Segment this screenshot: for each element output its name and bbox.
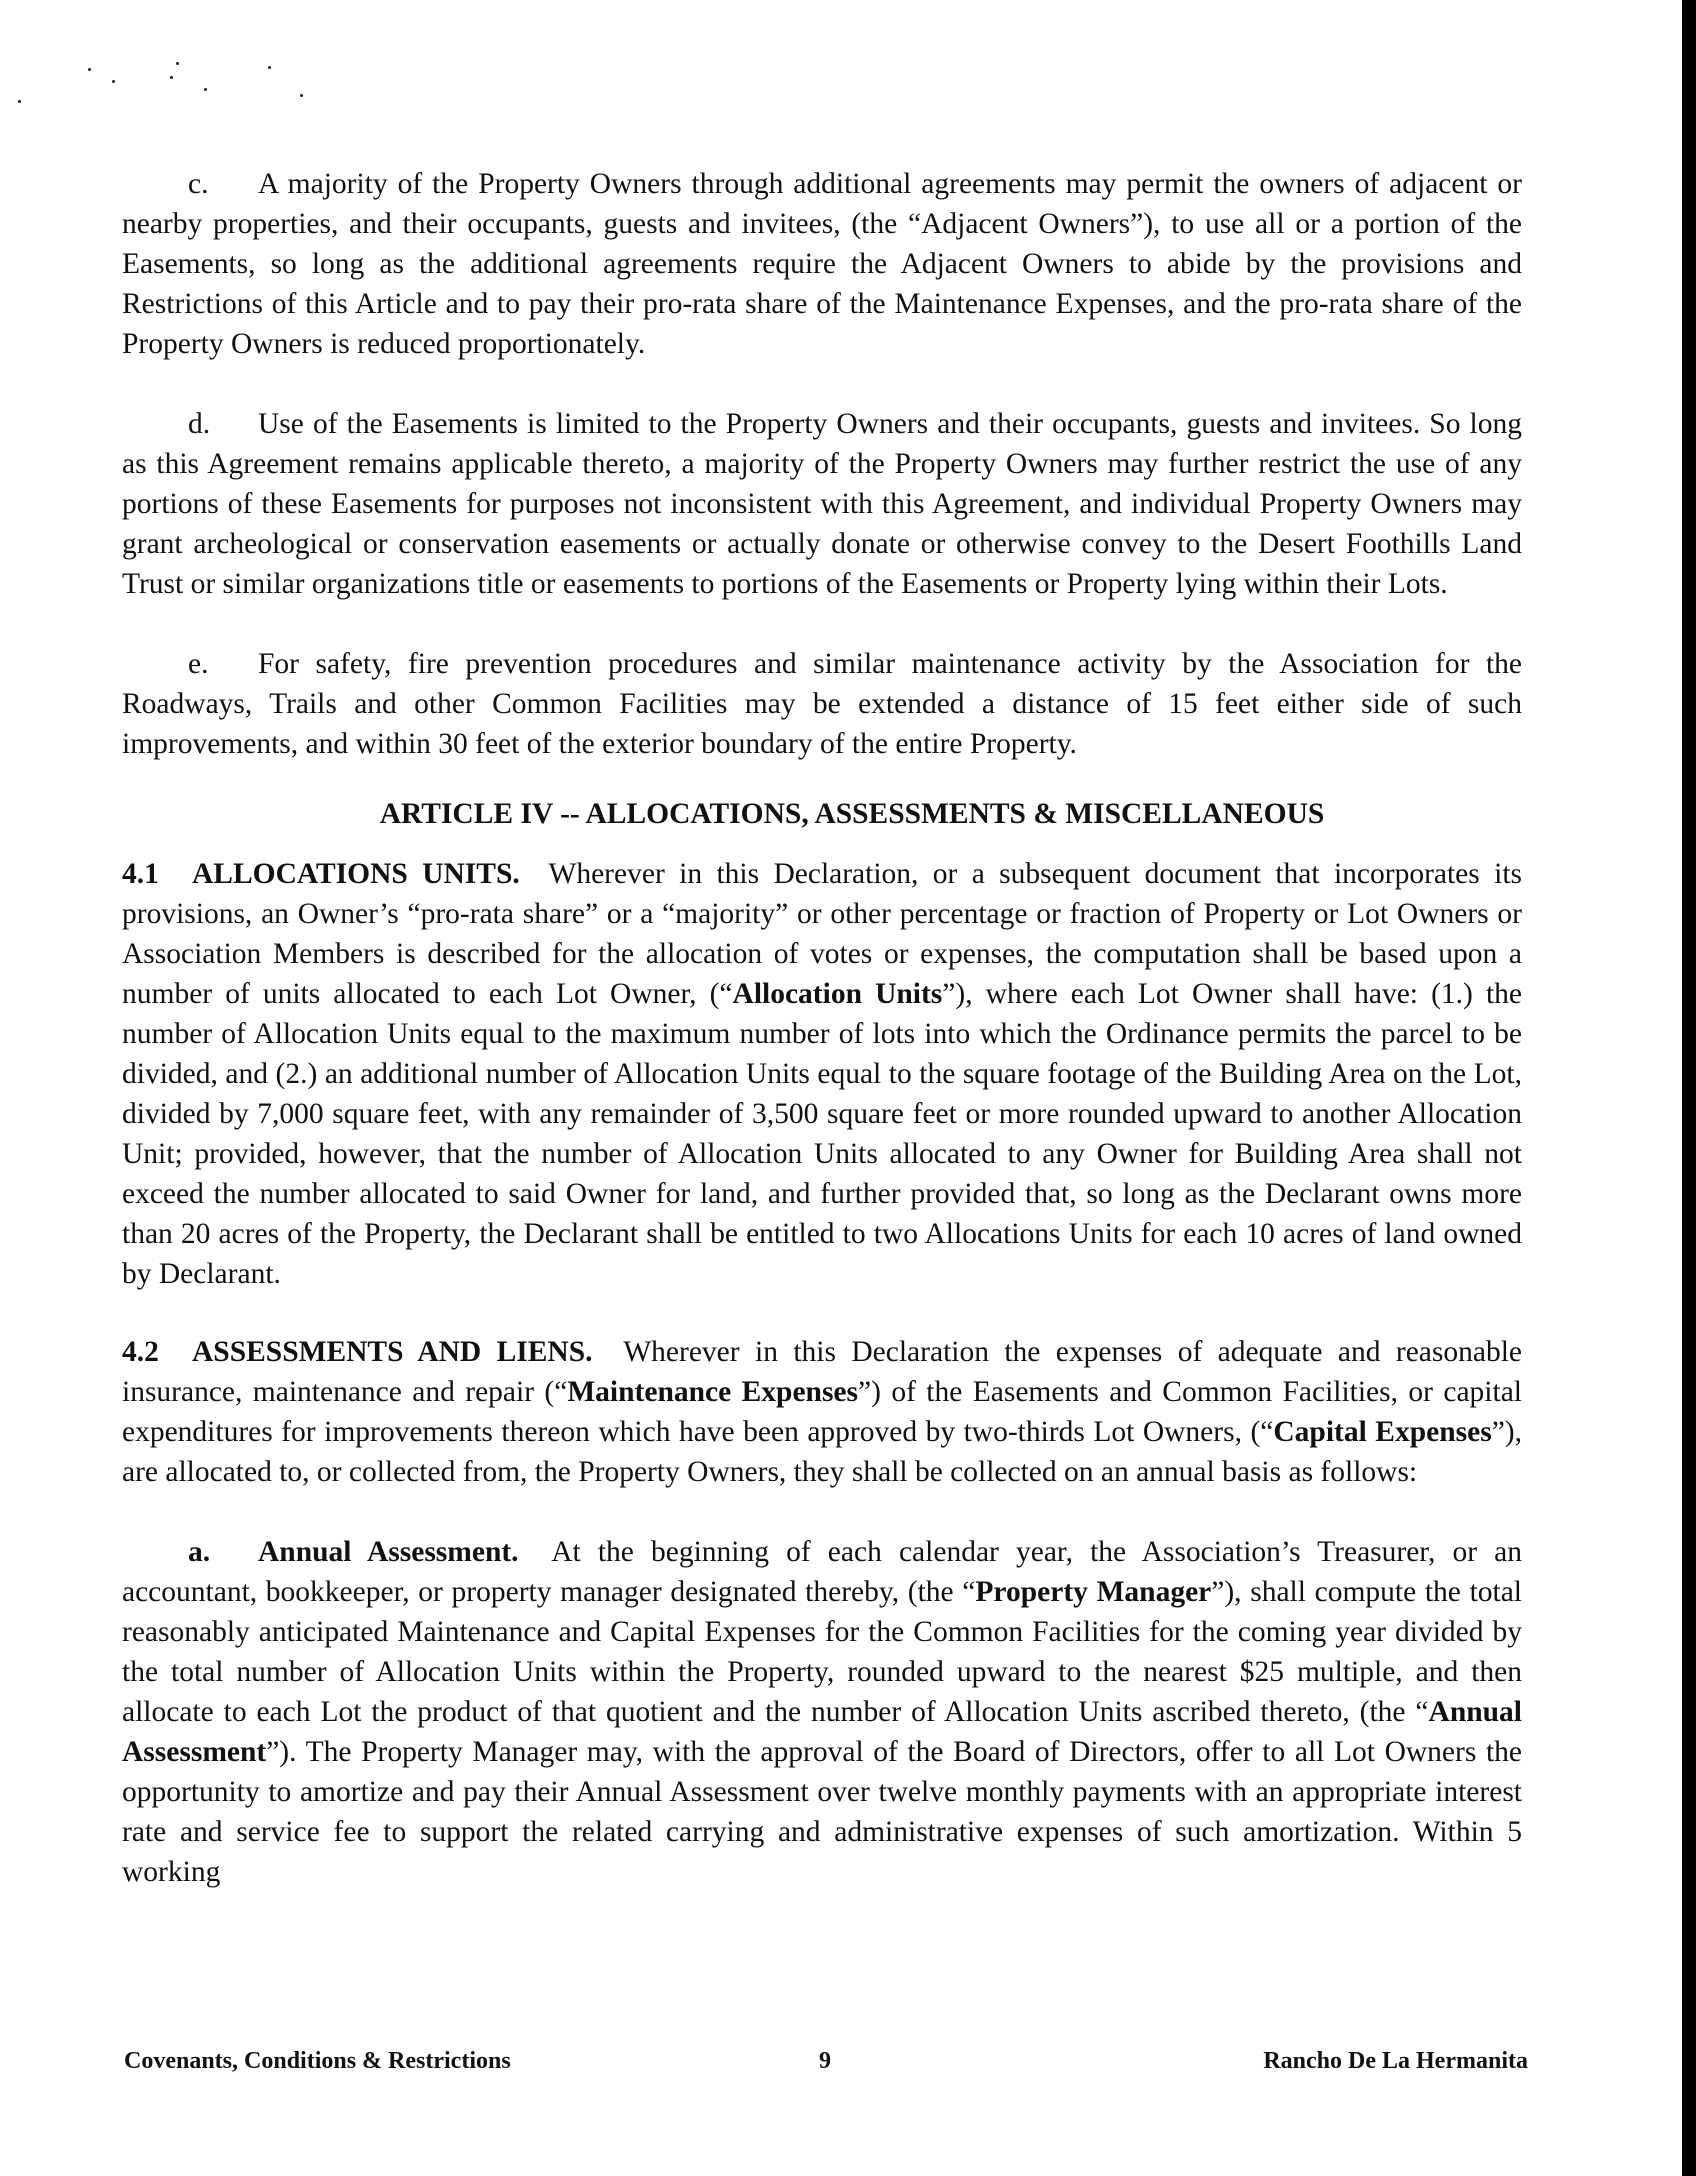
page-footer — [124, 2048, 1528, 2084]
section-4-2-term-1: Maintenance Expenses — [567, 1376, 858, 1408]
section-4-2-number: 4.2 — [122, 1336, 159, 1368]
section-4-1 — [122, 854, 1522, 1294]
section-4-2-term-2: Capital Expenses — [1273, 1416, 1492, 1448]
scan-speck — [112, 80, 115, 83]
subsection-a-term-1: Property Manager — [975, 1576, 1212, 1608]
paragraph-e — [122, 644, 1522, 764]
section-4-2 — [122, 1332, 1522, 1492]
subsection-a — [122, 1532, 1522, 1892]
scan-speck — [176, 62, 179, 65]
footer-project-name: Rancho De La Hermanita — [1263, 2048, 1528, 2074]
subsection-a-text-2: ”), shall compute the total reasonably anticipated Maintenance and Capital Expenses for the Common Facilities for the coming year divided by the total number of Allocation Units within the Property, rounded upward to the nearest $25 multiple, and then allocate to each Lot the product of that quotient and the number of Allocation Units ascribed thereto, (the “ — [122, 1576, 1523, 1728]
section-4-1-term: Allocation Units — [732, 978, 943, 1010]
subsection-a-text-3: ”). The Property Manager may, with the approval of the Board of Directors, offer to all Lot Owners the opportunity to amortize and pay their Annual Assessment over twelve monthly payments with an appropriate interest rate and service fee to support the related carrying and administrative expenses of such amortization. Within 5 working — [122, 1736, 1522, 1888]
paragraph-d-text: Use of the Easements is limited to the Property Owners and their occupants, guests and invitees. So long as this Agreement remains applicable thereto, a majority of the Property Owners may further restrict the use of any portions of these Easements for purposes not inconsistent with this Agreement, and individual Property Owners may grant archeological or conservation easements or actually donate or otherwise convey to the Desert Foothills Land Trust or similar organizations title or easements to portions of the Easements or Property lying within their Lots. — [122, 408, 1522, 600]
section-4-2-text-2: ”) of the Easements and Common Facilities, or capital expenditures for improvements thereon which have been approved by two-thirds Lot Owners, (“ — [122, 1376, 1522, 1448]
section-4-2-title: ASSESSMENTS AND LIENS. — [192, 1336, 593, 1368]
subsection-a-term-2: Annual Assessment — [122, 1696, 1522, 1768]
article-heading: ARTICLE IV -- ALLOCATIONS, ASSESSMENTS & MISCELLANEOUS — [379, 798, 1325, 830]
subsection-a-text-1: At the beginning of each calendar year, the Association’s Treasurer, or an accountant, bookkeeper, or property manager designated thereby, (the “ — [122, 1536, 1523, 1608]
section-4-1-number: 4.1 — [122, 858, 159, 890]
scan-speck — [300, 94, 303, 97]
scan-page-edge — [1682, 0, 1696, 2176]
paragraph-c-label: c. — [188, 168, 209, 200]
paragraph-c-text: A majority of the Property Owners through additional agreements may permit the owners of adjacent or nearby properties, and their occupants, guests and invitees, (the “Adjacent Owners”), to use all or a portion of the Easements, so long as the additional agreements require the Adjacent Owners to abide by the provisions and Restrictions of this Article and to pay their pro-rata share of the Maintenance Expenses, and the pro-rata share of the Property Owners is reduced proportionately. — [122, 168, 1522, 360]
paragraph-e-label: e. — [188, 648, 209, 680]
scan-speck — [268, 66, 271, 69]
section-4-1-title: ALLOCATIONS UNITS. — [192, 858, 520, 890]
subsection-a-title: Annual Assessment. — [258, 1536, 519, 1568]
paragraph-d-label: d. — [188, 408, 211, 440]
paragraph-c — [122, 164, 1522, 364]
footer-document-title: Covenants, Conditions & Restrictions — [124, 2048, 511, 2074]
scan-speck — [18, 100, 21, 103]
paragraph-d — [122, 404, 1522, 604]
section-4-1-text-1: Wherever in this Declaration, or a subsequent document that incorporates its provisions, an Owner’s “pro-rata share” or a “majority” or other percentage or fraction of Property or Lot Owners or Association Members is described for the allocation of votes or expenses, the computation shall be based upon a number of units allocated to each Lot Owner, (“ — [122, 858, 1522, 1010]
scan-speck — [204, 88, 207, 91]
footer-page-number: 9 — [819, 2048, 831, 2074]
section-4-1-text-2: ”), where each Lot Owner shall have: (1.) the number of Allocation Units equal to the maximum number of lots into which the Ordinance permits the parcel to be divided, and (2.) an additional number of Allocation Units equal to the square footage of the Building Area on the Lot, divided by 7,000 square feet, with any remainder of 3,500 square feet or more rounded upward to another Allocation Unit; provided, however, that the number of Allocation Units allocated to any Owner for Building Area shall not exceed the number allocated to said Owner for land, and further provided that, so long as the Declarant owns more than 20 acres of the Property, the Declarant shall be entitled to two Allocations Units for each 10 acres of land owned by Declarant. — [122, 978, 1522, 1290]
document-body — [122, 164, 1522, 1892]
subsection-a-label: a. — [188, 1536, 211, 1568]
scan-speck — [170, 76, 173, 79]
paragraph-e-text: For safety, fire prevention procedures and similar maintenance activity by the Association for the Roadways, Trails and other Common Facilities may be extended a distance of 15 feet either side of such improvements, and within 30 feet of the exterior boundary of the entire Property. — [122, 648, 1522, 760]
scan-speck — [88, 68, 91, 71]
section-4-2-text-3: ”), are allocated to, or collected from, the Property Owners, they shall be collected on an annual basis as follows: — [122, 1416, 1522, 1488]
section-4-2-text-1: Wherever in this Declaration the expenses of adequate and reasonable insurance, maintenance and repair (“ — [122, 1336, 1523, 1408]
